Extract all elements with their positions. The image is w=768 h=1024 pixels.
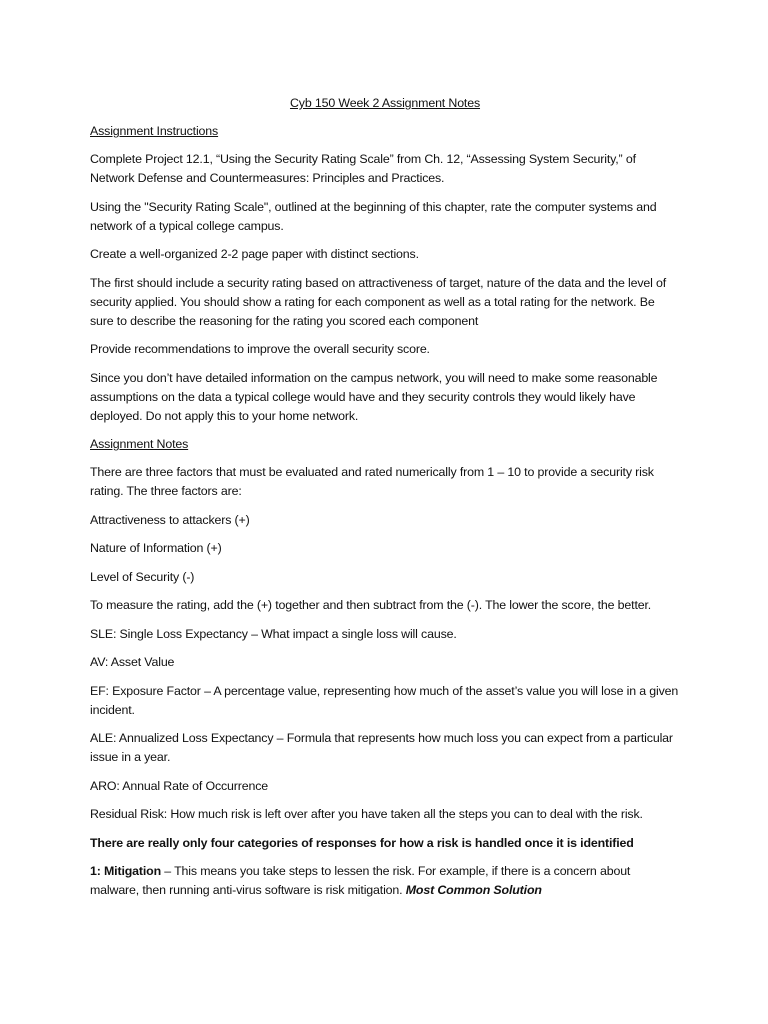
assignment-instructions-heading: Assignment Instructions [90, 124, 219, 138]
paragraph-assumptions: Since you don’t have detailed information on the campus network, you will need to make some reasonable assumptions on the data a typical college would have and they security controls they would likely have deployed. Do not apply this to your home network. [90, 370, 658, 423]
definition-residual-risk: Residual Risk: How much risk is left over after you have taken all the steps you can to deal with the risk. [90, 807, 643, 821]
factor-nature-of-information: Nature of Information (+) [90, 541, 222, 555]
assignment-notes-heading: Assignment Notes [90, 437, 189, 451]
categories-statement: There are really only four categories of responses for how a risk is handled once it is identified [90, 835, 634, 850]
paragraph-paper-length: Create a well-organized 2-2 page paper with distinct sections. [90, 247, 419, 261]
definition-ale: ALE: Annualized Loss Expectancy – Formula that represents how much loss you can expect from a particular issue in a year. [90, 731, 673, 764]
paragraph-first-section: The first should include a security rating based on attractiveness of target, nature of the data and the level of security applied. You should show a rating for each component as well as a total rating for the network. Be sure to describe the reasoning for the rating you scored each component [90, 275, 667, 328]
definition-ef: EF: Exposure Factor – A percentage value, representing how much of the asset’s value you will lose in a given incident. [90, 683, 679, 717]
mitigation-emphasis: Most Common Solution [405, 883, 542, 897]
paragraph-project: Complete Project 12.1, “Using the Security Rating Scale” from Ch. 12, “Assessing System Security,” of Network Defense and Countermeasures: Principles and Practices. [90, 152, 636, 185]
definition-av: AV: Asset Value [90, 655, 175, 669]
paragraph-rating-scale: Using the "Security Rating Scale", outlined at the beginning of this chapter, rate the computer systems and network of a typical college campus. [90, 199, 657, 233]
mitigation-label: 1: Mitigation [90, 864, 162, 878]
document-body [90, 94, 680, 910]
paragraph-measure-rating: To measure the rating, add the (+) together and then subtract from the (-). The lower the score, the better. [90, 598, 652, 612]
factor-level-of-security: Level of Security (-) [90, 569, 195, 584]
definition-sle: SLE: Single Loss Expectancy – What impact a single loss will cause. [90, 626, 457, 641]
category-mitigation [90, 862, 680, 900]
definition-aro: ARO: Annual Rate of Occurrence [90, 778, 269, 793]
document-title: Cyb 150 Week 2 Assignment Notes [289, 96, 481, 110]
paragraph-recommendations: Provide recommendations to improve the overall security score. [90, 342, 430, 356]
paragraph-three-factors: There are three factors that must be evaluated and rated numerically from 1 – 10 to provide a security risk rating. The three factors are: [90, 465, 654, 498]
mitigation-text: – This means you take steps to lessen the risk. For example, if there is a concern about malware, then running anti-virus software is risk mitigation. [90, 864, 631, 897]
factor-attractiveness: Attractiveness to attackers (+) [90, 512, 250, 527]
